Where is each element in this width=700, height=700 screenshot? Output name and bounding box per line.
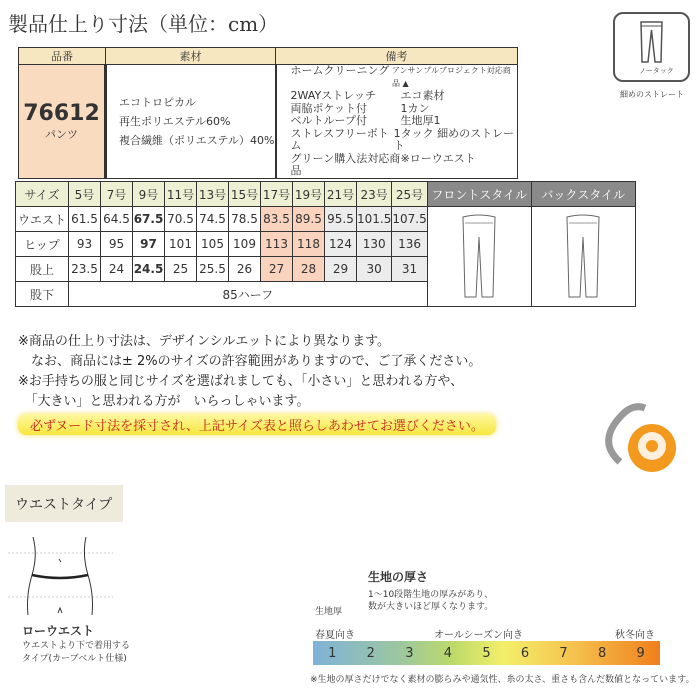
size-header: 23号 [357, 182, 392, 207]
size-value: 29 [325, 257, 357, 282]
size-value: 25 [165, 257, 197, 282]
all-season-label: オールシーズン向き [434, 630, 524, 641]
remark-row [291, 153, 518, 178]
inseam-value: 85ハーフ [69, 282, 428, 307]
size-value: 89.5 [293, 207, 325, 232]
size-table [15, 181, 636, 307]
autumn-winter-label: 秋冬向き [615, 630, 655, 641]
size-value: 118 [293, 232, 325, 257]
size-value: 64.5 [101, 207, 133, 232]
remark: アンサンブルプロジェクト対応商品 ▲ [391, 66, 511, 88]
row-label: ヒップ [16, 232, 69, 257]
size-header: 17号 [261, 182, 293, 207]
size-header: 5号 [69, 182, 101, 207]
size-value: 24.5 [133, 257, 165, 282]
page-title: 製品仕上り寸法（単位：cm） [8, 12, 279, 36]
remark: グリーン購入法対応商品 [290, 151, 401, 177]
header-material: 素材 [106, 48, 276, 65]
thickness-desc [368, 589, 493, 613]
pants-style-icon [613, 12, 690, 82]
size-value: 95 [101, 232, 133, 257]
note-line: ※商品の仕上り寸法は、デザインシルエットにより異なります。 [18, 334, 391, 349]
remarks-cell [276, 65, 518, 179]
scale-number: 9 [636, 645, 645, 661]
scale-number: 3 [405, 645, 414, 661]
size-value: 24 [101, 257, 133, 282]
size-value: 93 [69, 232, 101, 257]
scale-number: 6 [520, 645, 530, 661]
size-header: 15号 [229, 182, 261, 207]
header-remarks: 備考 [276, 48, 518, 65]
size-value: 25.5 [197, 257, 229, 282]
scale-number: 5 [482, 645, 491, 661]
product-type: パンツ [45, 127, 78, 141]
note-line: ※お手持ちの服と同じサイズを選ばれましても、「小さい」と思われる方や、 [18, 374, 464, 389]
scale-number: 2 [366, 645, 375, 661]
row-label: ウエスト [16, 207, 69, 232]
front-style-image [427, 207, 531, 307]
scale-number: 7 [559, 645, 568, 661]
product-code-cell [19, 65, 106, 179]
size-value: 107.5 [392, 207, 427, 232]
size-header: 11号 [165, 182, 197, 207]
size-header: 7号 [101, 182, 133, 207]
remark: 1タック 細めのストレート [393, 126, 515, 152]
remark: 両脇ポケット付 [290, 101, 367, 115]
size-value: 61.5 [69, 207, 101, 232]
size-header-label: サイズ [16, 182, 69, 207]
material-cell [106, 65, 276, 179]
remark: 生地厚1 [400, 114, 441, 127]
product-code: 76612 [23, 100, 100, 126]
spec-table [18, 47, 518, 179]
size-value: 67.5 [133, 207, 165, 232]
row-label: 股上 [16, 257, 69, 282]
remark: ベルトループ付 [290, 114, 367, 127]
material-line: 複合繊維（ポリエステル）40% [119, 133, 275, 147]
row-label: 股下 [16, 282, 69, 307]
low-waist-desc [22, 640, 130, 666]
remark: ※ローウエスト [400, 151, 476, 165]
remark: ストレスフリーボトム [290, 126, 389, 152]
remark-row [291, 65, 518, 90]
size-header: 25号 [392, 182, 427, 207]
remark-row [291, 115, 518, 128]
size-value: 70.5 [165, 207, 197, 232]
remark-row [291, 90, 518, 103]
size-value: 78.5 [229, 207, 261, 232]
size-value: 30 [357, 257, 392, 282]
size-value: 113 [261, 232, 293, 257]
size-value: 136 [392, 232, 427, 257]
spring-summer-label: 春夏向き [315, 630, 355, 641]
scale-number: 1 [328, 645, 337, 661]
front-style-header: フロントスタイル [427, 182, 531, 207]
material-line: 再生ポリエステル60% [119, 114, 231, 128]
size-value: 83.5 [261, 207, 293, 232]
note-line: なお、商品には± 2%のサイズの許容範囲がありますので、ご了承ください。 [18, 354, 482, 369]
low-waist-title: ローウエスト [22, 624, 95, 638]
size-value: 31 [392, 257, 427, 282]
thickness-scale [313, 641, 660, 665]
size-value: 27 [261, 257, 293, 282]
size-value: 74.5 [197, 207, 229, 232]
size-value: 130 [357, 232, 392, 257]
material-line: エコトロピカル [119, 95, 196, 109]
thickness-title: 生地の厚さ [368, 570, 429, 584]
remark: 2WAYストレッチ [290, 89, 377, 102]
desc-line: タイプ(カーブベルト仕様) [22, 654, 127, 664]
scale-number: 4 [443, 645, 453, 661]
style-caption: 細めのストレート [620, 90, 684, 99]
size-value: 97 [133, 232, 165, 257]
size-value: 124 [325, 232, 357, 257]
size-value: 101.5 [357, 207, 392, 232]
scale-number: 8 [597, 645, 607, 661]
header-code: 品番 [19, 48, 106, 65]
back-style-header: バックスタイル [531, 182, 635, 207]
desc-line: 1～10段階生地の厚みがあり、 [368, 590, 494, 600]
size-value: 95.5 [325, 207, 357, 232]
remark: 1カン [400, 101, 430, 115]
no-tuck-label: ノータック [639, 67, 674, 75]
tape-measure-icon [590, 400, 690, 475]
size-header: 19号 [293, 182, 325, 207]
thickness-note: ※生地の厚さだけでなく素材の膨らみや通気性、糸の太さ、重さも含んだ数値となっています。 [310, 675, 695, 685]
size-header: 13号 [197, 182, 229, 207]
thickness-label: 生地厚 [315, 607, 343, 617]
size-value: 28 [293, 257, 325, 282]
highlight-note: 必ずヌード寸法を採寸され、上記サイズ表と照らしあわせてお選びください。 [18, 414, 496, 435]
size-value: 105 [197, 232, 229, 257]
size-value: 23.5 [69, 257, 101, 282]
note-line: 「大きい」と思われる方が いらっしゃいます。 [18, 394, 310, 409]
size-header: 9号 [133, 182, 165, 207]
remark-row [291, 128, 518, 153]
notes [18, 332, 481, 412]
remark: ホームクリーニング [290, 64, 390, 77]
size-value: 101 [165, 232, 197, 257]
size-value: 109 [229, 232, 261, 257]
back-style-image [531, 207, 635, 307]
remark: エコ素材 [400, 89, 445, 102]
desc-line: ウエストより下で着用する [22, 641, 131, 651]
size-value: 26 [229, 257, 261, 282]
desc-line: 数が大きいほど厚くなります。 [368, 602, 494, 612]
low-waist-diagram [8, 535, 113, 620]
size-header: 21号 [325, 182, 357, 207]
waist-type-heading: ウエストタイプ [5, 485, 123, 522]
